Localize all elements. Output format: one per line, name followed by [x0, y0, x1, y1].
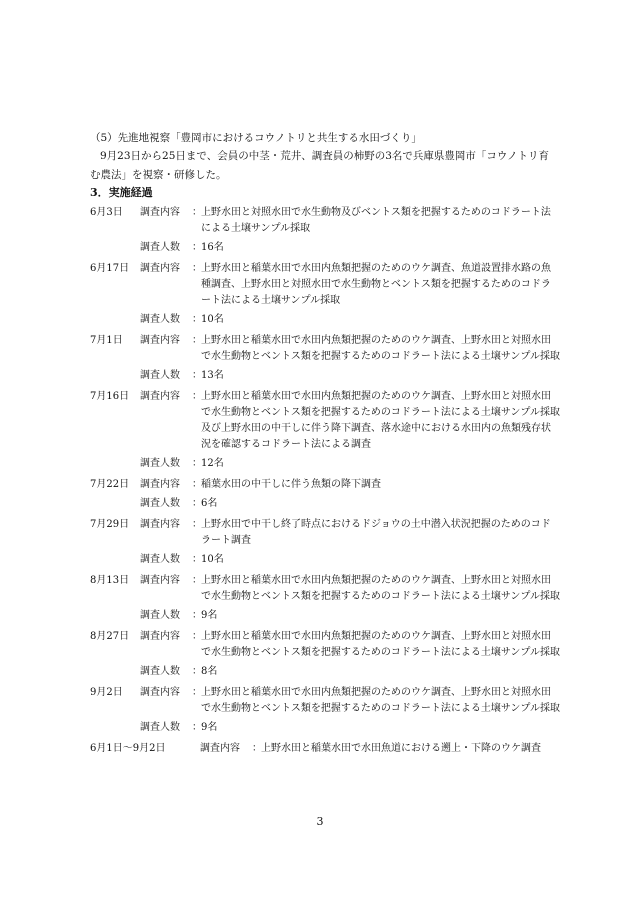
- entry-people-count: 9名: [201, 610, 218, 621]
- entry-people-count: 9名: [201, 722, 218, 733]
- survey-log: [90, 205, 560, 757]
- entry-colon: ：: [192, 575, 202, 586]
- entry-colon: ：: [192, 263, 202, 274]
- entry-people-label: 調査人数: [140, 314, 180, 325]
- final-entry-colon: ：: [252, 743, 262, 754]
- entry-colon: ：: [192, 391, 202, 402]
- entry-content-label: 調査内容: [140, 335, 180, 346]
- entry-colon: ：: [192, 687, 202, 698]
- entry-content-label: 調査内容: [140, 263, 180, 274]
- entry-content-label: 調査内容: [140, 631, 180, 642]
- entry-date: 8月27日: [90, 631, 130, 642]
- entry-people-label: 調査人数: [140, 666, 180, 677]
- entry-people-colon: ：: [192, 242, 202, 253]
- entry-content: 稲葉水田の中干しに伴う魚類の降下調査: [201, 479, 381, 490]
- entry-colon: ：: [192, 207, 202, 218]
- entry-content-label: 調査内容: [140, 207, 180, 218]
- survey-entry: [90, 205, 560, 237]
- entry-content: 上野水田と稲葉水田で水田内魚類把握のためのウケ調査、上野水田と対照水田で水生動物とベントス類を把握するためのコドラート法による土壌サンプル採取: [201, 687, 560, 714]
- entry-content: 上野水田と稲葉水田で水田内魚類把握のためのウケ調査、上野水田と対照水田で水生動物とベントス類を把握するためのコドラート法による土壌サンプル採取: [201, 335, 560, 362]
- entry-date: 6月3日: [90, 207, 123, 218]
- entry-people-colon: ：: [192, 666, 202, 677]
- entry-content: 上野水田と対照水田で水生動物及びベントス類を把握するためのコドラート法による土壌サンプル採取: [201, 207, 551, 234]
- entry-people-colon: ：: [192, 498, 202, 509]
- final-entry: [90, 741, 560, 757]
- entry-content-label: 調査内容: [140, 479, 180, 490]
- page-number: 3: [316, 815, 324, 828]
- entry-people-label: 調査人数: [140, 610, 180, 621]
- entry-people-label: 調査人数: [140, 554, 180, 565]
- survey-people-row: [140, 608, 560, 624]
- final-entry-label: 調査内容: [200, 743, 240, 754]
- entry-people-colon: ：: [192, 722, 202, 733]
- survey-entry: [90, 685, 560, 717]
- entry-content: 上野水田と稲葉水田で水田内魚類把握のためのウケ調査、上野水田と対照水田で水生動物とベントス類を把握するためのコドラート法による土壌サンプル採取及び上野水田の中干しに伴う降下調査、落水途中における水田内の魚類残存状況を確認するコドラート法による調査: [201, 391, 560, 450]
- entry-people-label: 調査人数: [140, 370, 180, 381]
- survey-people-row: [140, 456, 560, 472]
- entry-date: 6月17日: [90, 263, 130, 274]
- final-entry-content: 上野水田と稲葉水田で水田魚道における遡上・下降のウケ調査: [261, 743, 541, 754]
- entry-content-label: 調査内容: [140, 687, 180, 698]
- entry-date: 7月1日: [90, 335, 123, 346]
- survey-entry-list: [90, 205, 560, 736]
- survey-entry: [90, 629, 560, 661]
- entry-colon: ：: [192, 479, 202, 490]
- entry-people-label: 調査人数: [140, 722, 180, 733]
- entry-date: 7月29日: [90, 519, 130, 530]
- entry-people-colon: ：: [192, 554, 202, 565]
- survey-people-row: [140, 312, 560, 328]
- entry-people-count: 10名: [201, 554, 224, 565]
- entry-content-label: 調査内容: [140, 575, 180, 586]
- section-5-body: 9月23日から25日まで、会員の中茎・荒井、調査員の柿野の3名で兵庫県豊岡市「コウノトリ育む農法」を視察・研修した。: [90, 150, 550, 181]
- entry-people-colon: ：: [192, 314, 202, 325]
- entry-people-count: 10名: [201, 314, 224, 325]
- entry-content: 上野水田と稲葉水田で水田内魚類把握のためのウケ調査、魚道設置排水路の魚種調査、上野水田と対照水田で水生動物とベントス類を把握するためのコドラート法による土壌サンプル採取: [201, 263, 551, 306]
- entry-people-count: 8名: [201, 666, 218, 677]
- entry-people-count: 13名: [201, 370, 224, 381]
- survey-people-row: [140, 368, 560, 384]
- survey-entry: [90, 389, 560, 453]
- survey-entry: [90, 517, 560, 549]
- entry-content: 上野水田と稲葉水田で水田内魚類把握のためのウケ調査、上野水田と対照水田で水生動物とベントス類を把握するためのコドラート法による土壌サンプル採取: [201, 575, 560, 602]
- entry-people-count: 16名: [201, 242, 224, 253]
- entry-content-label: 調査内容: [140, 519, 180, 530]
- final-entry-date: 6月1日～9月2日: [90, 743, 166, 754]
- survey-people-row: [140, 240, 560, 256]
- entry-date: 8月13日: [90, 575, 130, 586]
- entry-people-count: 12名: [201, 458, 224, 469]
- entry-people-colon: ：: [192, 458, 202, 469]
- survey-entry: [90, 477, 560, 493]
- entry-people-label: 調査人数: [140, 242, 180, 253]
- entry-date: 9月2日: [90, 687, 123, 698]
- section-5-heading: （5）先進地視察「豊岡市におけるコウノトリと共生する水田づくり」: [90, 132, 422, 144]
- entry-colon: ：: [192, 519, 202, 530]
- entry-content: 上野水田と稲葉水田で水田内魚類把握のためのウケ調査、上野水田と対照水田で水生動物とベントス類を把握するためのコドラート法による土壌サンプル採取: [201, 631, 560, 658]
- entry-colon: ：: [192, 335, 202, 346]
- entry-content: 上野水田で中干し終了時点におけるドジョウの土中潜入状況把握のためのコドラート調査: [201, 519, 551, 546]
- entry-date: 7月22日: [90, 479, 130, 490]
- entry-people-count: 6名: [201, 498, 218, 509]
- entry-people-colon: ：: [192, 610, 202, 621]
- section-3-heading: 3．実施経過: [90, 186, 153, 199]
- survey-entry: [90, 333, 560, 365]
- entry-people-colon: ：: [192, 370, 202, 381]
- entry-people-label: 調査人数: [140, 458, 180, 469]
- survey-people-row: [140, 720, 560, 736]
- survey-entry: [90, 261, 560, 309]
- entry-content-label: 調査内容: [140, 391, 180, 402]
- entry-date: 7月16日: [90, 391, 130, 402]
- survey-people-row: [140, 496, 560, 512]
- survey-people-row: [140, 552, 560, 568]
- survey-entry: [90, 573, 560, 605]
- entry-people-label: 調査人数: [140, 498, 180, 509]
- survey-people-row: [140, 664, 560, 680]
- entry-colon: ：: [192, 631, 202, 642]
